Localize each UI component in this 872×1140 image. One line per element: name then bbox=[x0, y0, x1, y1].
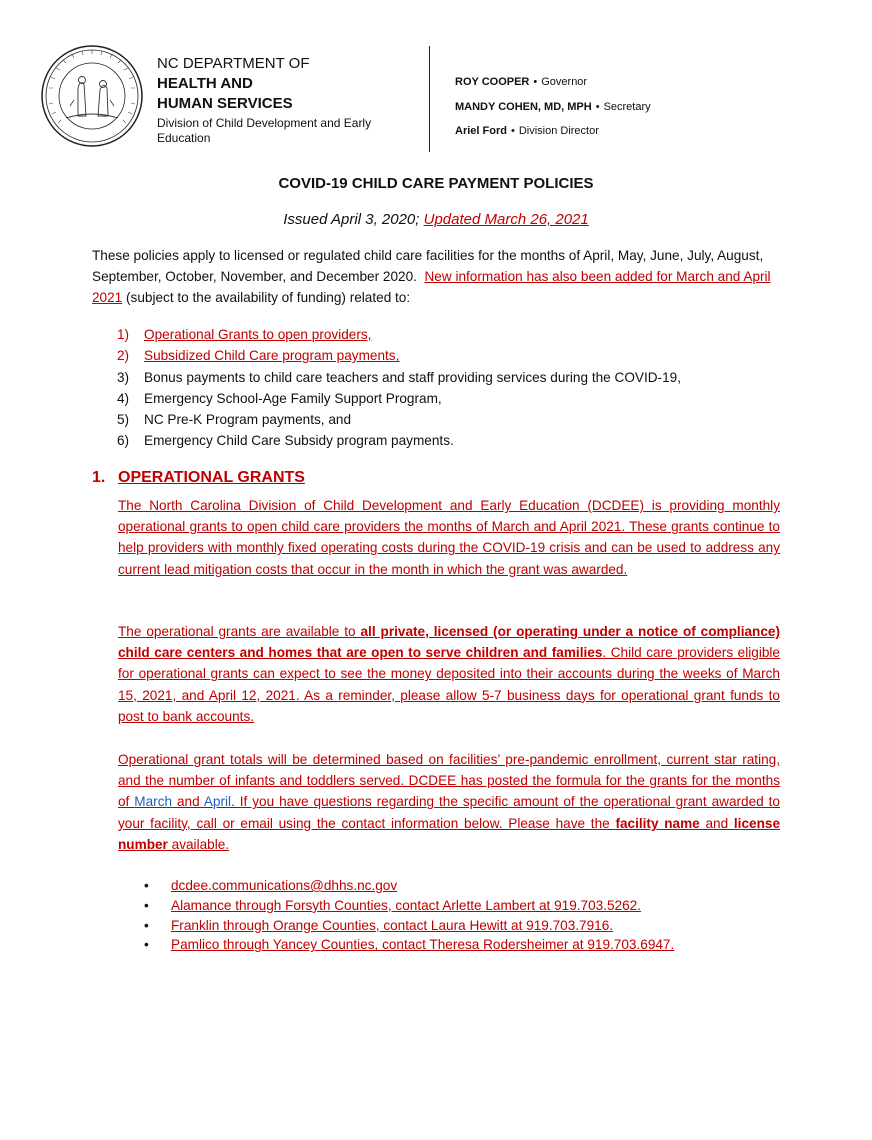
section-heading bbox=[92, 469, 305, 487]
division-name: Division of Child Development and Early Education bbox=[157, 116, 372, 145]
contact-item bbox=[144, 896, 674, 916]
bullet: • bbox=[144, 937, 149, 953]
officials-list bbox=[455, 70, 651, 144]
official-governor bbox=[455, 70, 651, 95]
list-number: 2) bbox=[117, 348, 130, 364]
intro-paragraph bbox=[92, 245, 782, 309]
document-title: COVID-19 CHILD CARE PAYMENT POLICIES bbox=[278, 175, 594, 192]
official-title: Governor bbox=[541, 76, 588, 88]
list-item bbox=[117, 367, 681, 388]
official-secretary bbox=[455, 95, 651, 120]
list-text: Bonus payments to child care teachers and staff providing services during the COVID-19, bbox=[144, 369, 681, 385]
department-name bbox=[157, 54, 417, 146]
list-text: Emergency School-Age Family Support Program, bbox=[144, 390, 442, 406]
bullet: • bbox=[144, 897, 149, 913]
p3-text-b: . If you have questions regarding the specific amount of the operational grant awarded to your facility, call or email using the contact information below. Please have the bbox=[118, 794, 780, 831]
list-item bbox=[117, 388, 681, 409]
bullet: • bbox=[533, 76, 538, 88]
p3-text-c: available. bbox=[167, 836, 230, 852]
issued-date: Issued April 3, 2020; bbox=[283, 211, 424, 228]
march-formula-link[interactable]: March bbox=[134, 794, 173, 810]
issued-line bbox=[0, 211, 872, 228]
april-formula-link[interactable]: April bbox=[203, 794, 232, 810]
section-number: 1. bbox=[92, 469, 106, 486]
facility-name-bold: facility name bbox=[615, 815, 700, 831]
section-paragraph-2 bbox=[118, 621, 780, 727]
dept-line-3: HUMAN SERVICES bbox=[157, 95, 293, 112]
p2-text-a: The operational grants are available to bbox=[118, 624, 361, 639]
section-title: OPERATIONAL GRANTS bbox=[118, 469, 305, 486]
list-text: Operational Grants to open providers, bbox=[144, 327, 372, 342]
bullet: • bbox=[595, 100, 600, 113]
section-paragraph-1 bbox=[118, 495, 780, 580]
contact-text: Alamance through Forsyth Counties, contact Arlette Lambert at 919.703.5262. bbox=[171, 897, 642, 913]
contact-list bbox=[144, 876, 674, 955]
list-item bbox=[117, 430, 681, 451]
contact-email bbox=[144, 876, 674, 896]
nc-state-seal-logo bbox=[40, 44, 144, 148]
official-name: Ariel Ford bbox=[455, 125, 507, 137]
p1-text-a: The North Carolina Division of Child Development and Early Education (DCDEE) is providing monthly operational grants to open child care providers the months of March and April 2021. These grants continue to help providers with monthly fixed operating costs during the COVID-19 crisis bbox=[118, 498, 780, 556]
p3-text-a: Operational grant totals will be determined based on facilities’ pre-pandemic enrollment, current star rating, and the number of infants and toddlers served. DCDEE has posted the formula for the grants for the months of bbox=[118, 752, 780, 810]
list-number: 5) bbox=[117, 412, 130, 428]
list-text: Subsidized Child Care program payments, bbox=[144, 348, 400, 364]
section-paragraph-3 bbox=[118, 749, 780, 855]
list-item bbox=[117, 409, 681, 430]
official-title: Secretary bbox=[603, 100, 651, 113]
list-text: NC Pre-K Program payments, and bbox=[144, 412, 352, 428]
email-link[interactable]: dcdee.communications@dhhs.nc.gov bbox=[171, 878, 398, 893]
header-divider bbox=[429, 46, 430, 152]
intro-tail: (subject to the availability of funding) related to: bbox=[122, 290, 411, 306]
p2-eligibility-bold: all private, licensed (or operating under a notice of compliance) child care centers and homes that are open to serve children and families bbox=[118, 624, 780, 661]
contact-item bbox=[144, 935, 674, 955]
bullet: • bbox=[144, 878, 149, 893]
list-number: 6) bbox=[117, 433, 130, 449]
bullet: • bbox=[510, 125, 515, 137]
dept-line-2: HEALTH AND bbox=[157, 75, 253, 92]
official-director bbox=[455, 119, 651, 144]
p1-text-b: and can be used to address any current lead mitigation costs that occur in the month in which the grant was awarded. bbox=[118, 540, 781, 577]
p3-and: and bbox=[172, 794, 204, 810]
p2-text-c: . Child care providers eligible for operational grants can expect to see the money deposited into their accounts during the weeks of March 15, 2021, and April 12, 2021. As a reminder, please allow 5-7 business days for operational grant funds to post to bank accounts. bbox=[118, 645, 780, 724]
p3-and-2: and bbox=[699, 815, 734, 831]
list-number: 3) bbox=[117, 369, 130, 385]
topics-list bbox=[117, 324, 681, 452]
list-item bbox=[117, 345, 681, 366]
dept-line-1: NC DEPARTMENT OF bbox=[157, 55, 310, 72]
contact-text: Franklin through Orange Counties, contact Laura Hewitt at 919.703.7916. bbox=[171, 917, 614, 933]
contact-text: Pamlico through Yancey Counties, contact Theresa Rodersheimer at 919.703.6947. bbox=[171, 937, 675, 953]
official-name: ROY COOPER bbox=[455, 76, 530, 88]
list-text: Emergency Child Care Subsidy program payments. bbox=[144, 433, 454, 449]
intro-text: These policies apply to licensed or regulated child care facilities for the months of April, May, June, July, August, September, October, November, and December 2020. bbox=[92, 248, 764, 285]
list-number: 1) bbox=[117, 327, 130, 342]
official-title: Division Director bbox=[518, 125, 599, 137]
list-number: 4) bbox=[117, 390, 130, 406]
bullet: • bbox=[144, 917, 149, 933]
intro-new-info: New information has also been added for March and April 2021 bbox=[92, 269, 771, 306]
license-number-bold: license number bbox=[118, 815, 781, 852]
updated-date: Updated March 26, 2021 bbox=[423, 211, 589, 228]
list-item bbox=[117, 324, 681, 345]
contact-item bbox=[144, 916, 674, 936]
official-name: MANDY COHEN, MD, MPH bbox=[455, 100, 592, 113]
